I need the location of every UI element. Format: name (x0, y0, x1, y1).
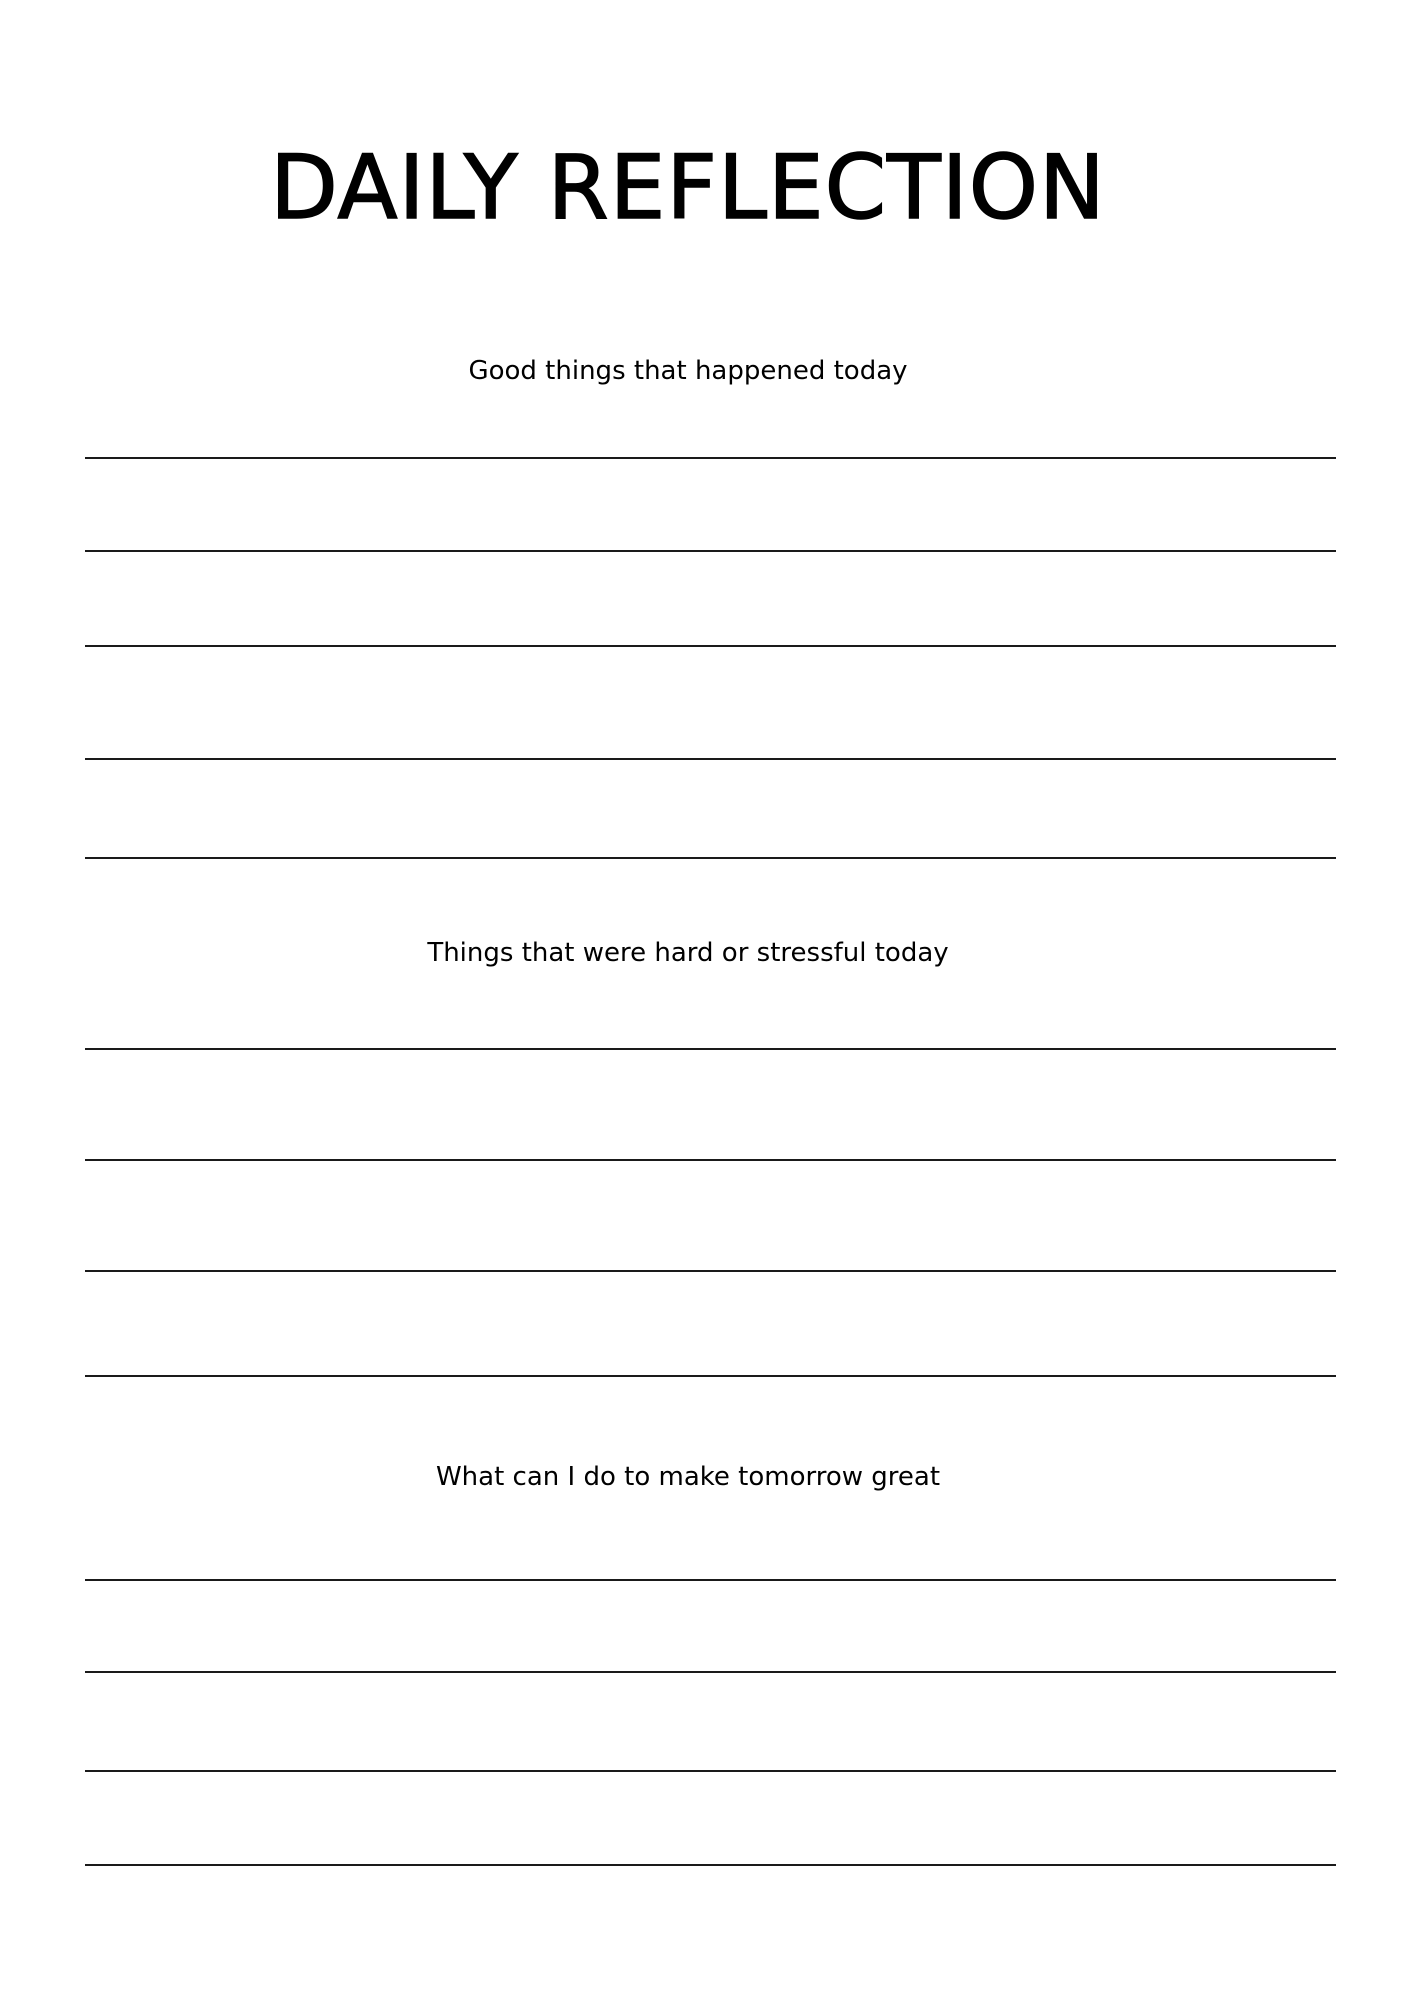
writing-line[interactable] (85, 857, 1336, 859)
writing-line[interactable] (85, 1671, 1336, 1673)
section-prompt-hard-things: Things that were hard or stressful today (427, 938, 949, 968)
writing-line[interactable] (85, 645, 1336, 647)
writing-line[interactable] (85, 1579, 1336, 1581)
writing-line[interactable] (85, 1375, 1336, 1377)
writing-line[interactable] (85, 457, 1336, 459)
writing-line[interactable] (85, 1270, 1336, 1272)
writing-line[interactable] (85, 1770, 1336, 1772)
writing-line[interactable] (85, 550, 1336, 552)
section-prompt-good-things: Good things that happened today (468, 356, 908, 386)
writing-line[interactable] (85, 758, 1336, 760)
writing-line[interactable] (85, 1048, 1336, 1050)
section-prompt-tomorrow: What can I do to make tomorrow great (435, 1462, 941, 1492)
writing-line[interactable] (85, 1159, 1336, 1161)
page-title: DAILY REFLECTION (270, 136, 1106, 239)
writing-line[interactable] (85, 1864, 1336, 1866)
